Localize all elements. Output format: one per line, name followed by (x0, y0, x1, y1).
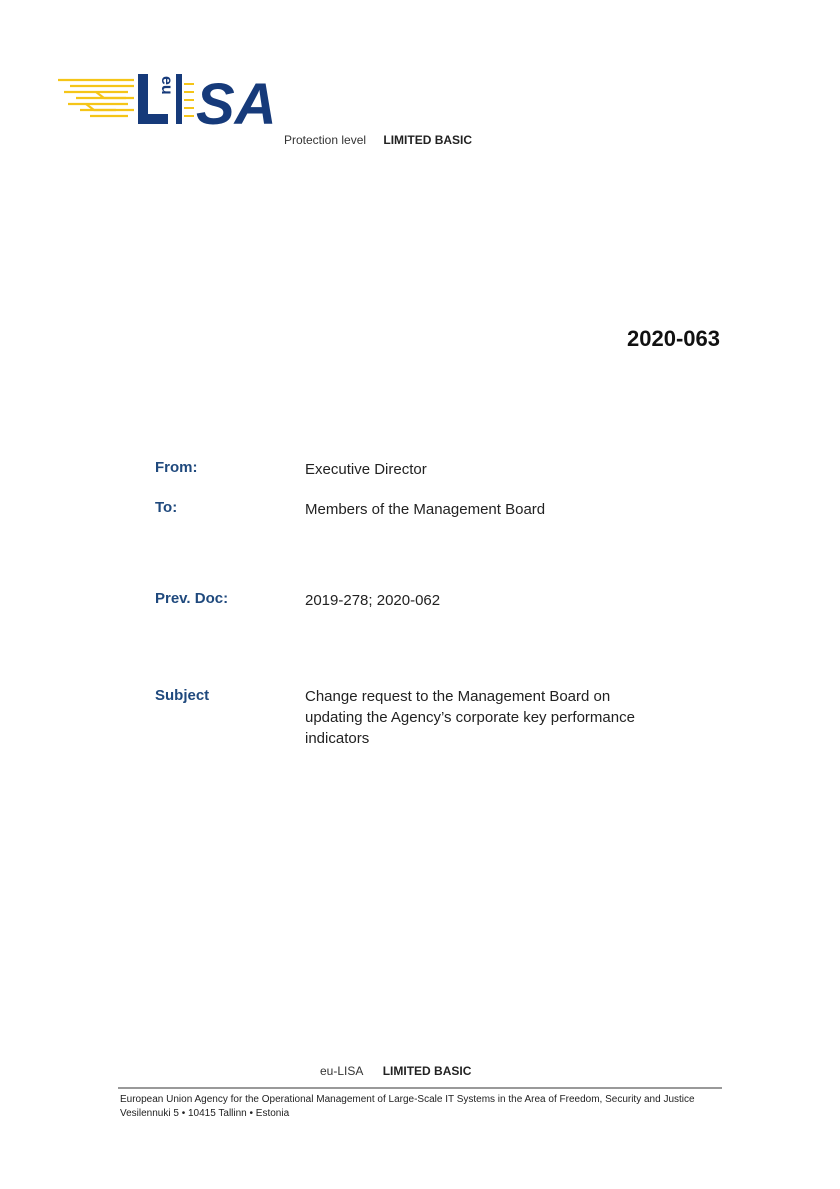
logo-sa-text: SA (196, 72, 277, 130)
protection-level-value: LIMITED BASIC (383, 133, 473, 147)
protection-level (284, 133, 472, 147)
to-value: Members of the Management Board (305, 501, 546, 518)
to-label: To: (155, 499, 178, 516)
prev-doc-label: Prev. Doc: (155, 590, 229, 607)
footer-agency-line: European Union Agency for the Operational Management of Large-Scale IT Systems in the Area of Freedom, Security and Justice (120, 1094, 695, 1105)
subject-line: indicators (305, 730, 370, 747)
footer-classification-value: LIMITED BASIC (382, 1064, 472, 1078)
footer-divider (118, 1087, 722, 1089)
subject-line: updating the Agency’s corporate key performance (305, 709, 635, 726)
subject-label: Subject (155, 687, 210, 704)
subject-value (305, 686, 685, 749)
protection-level-label: Protection level (284, 133, 367, 147)
eu-lisa-logo (56, 70, 278, 130)
logo-eu-text: eu (158, 76, 175, 95)
footer-address-line: Vesilennuki 5 • 10415 Tallinn • Estonia (120, 1108, 290, 1119)
from-label: From: (155, 459, 198, 476)
from-value: Executive Director (305, 461, 427, 478)
logo-i-lines (184, 84, 194, 116)
logo-circuit-lines (58, 80, 134, 116)
footer-org: eu-LISA (320, 1064, 364, 1078)
subject-line: Change request to the Management Board on (305, 688, 611, 705)
document-number: 2020-063 (627, 326, 720, 351)
footer-classification (320, 1064, 471, 1078)
prev-doc-value: 2019-278; 2020-062 (305, 592, 441, 609)
